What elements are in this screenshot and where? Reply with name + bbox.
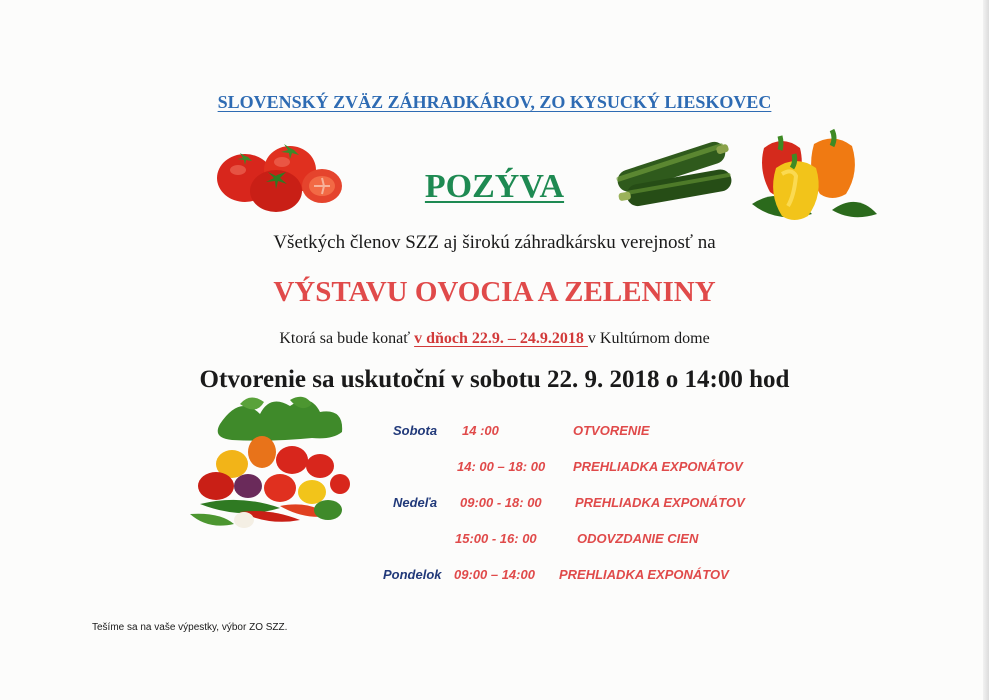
- members-line: Všetkých členov SZZ aj širokú záhradkársku verejnosť na: [273, 232, 716, 253]
- schedule-time: 09:00 – 14:00: [454, 567, 535, 582]
- organization-title: SLOVENSKÝ ZVÄZ ZÁHRADKÁROV, ZO KYSUCKÝ LIESKOVEC: [217, 92, 772, 112]
- schedule-time: 09:00 - 18: 00: [460, 495, 542, 510]
- opening-line: Otvorenie sa uskutoční v sobotu 22. 9. 2018 o 14:00 hod: [199, 366, 790, 393]
- schedule-activity: ODOVZDANIE CIEN: [577, 531, 699, 546]
- schedule-activity: PREHLIADKA EXPONÁTOV: [573, 459, 743, 474]
- schedule-activity: PREHLIADKA EXPONÁTOV: [559, 567, 729, 582]
- schedule-activity: OTVORENIE: [573, 423, 650, 438]
- schedule-activity: PREHLIADKA EXPONÁTOV: [575, 495, 745, 510]
- peppers-image: [742, 126, 882, 226]
- invite-heading: POZÝVA: [424, 168, 565, 205]
- schedule-time: 15:00 - 16: 00: [455, 531, 537, 546]
- schedule-time: 14: 00 – 18: 00: [457, 459, 546, 474]
- event-dates: v dňoch 22.9. – 24.9.2018: [414, 330, 588, 347]
- vegetable-basket-image: [180, 394, 360, 536]
- event-dates-line: [0, 330, 989, 348]
- event-title: VÝSTAVU OVOCIA A ZELENINY: [273, 276, 716, 308]
- schedule-day: Sobota: [393, 423, 438, 438]
- zucchini-image: [612, 138, 737, 212]
- footer-note: Tešíme sa na vaše výpestky, výbor ZO SZZ.: [92, 622, 288, 633]
- dates-prefix: Ktorá sa bude konať: [279, 330, 411, 347]
- schedule-time: 14 :00: [462, 423, 499, 438]
- schedule-day: Nedeľa: [393, 495, 438, 510]
- schedule-day: Pondelok: [383, 567, 442, 582]
- dates-suffix: v Kultúrnom dome: [587, 330, 710, 347]
